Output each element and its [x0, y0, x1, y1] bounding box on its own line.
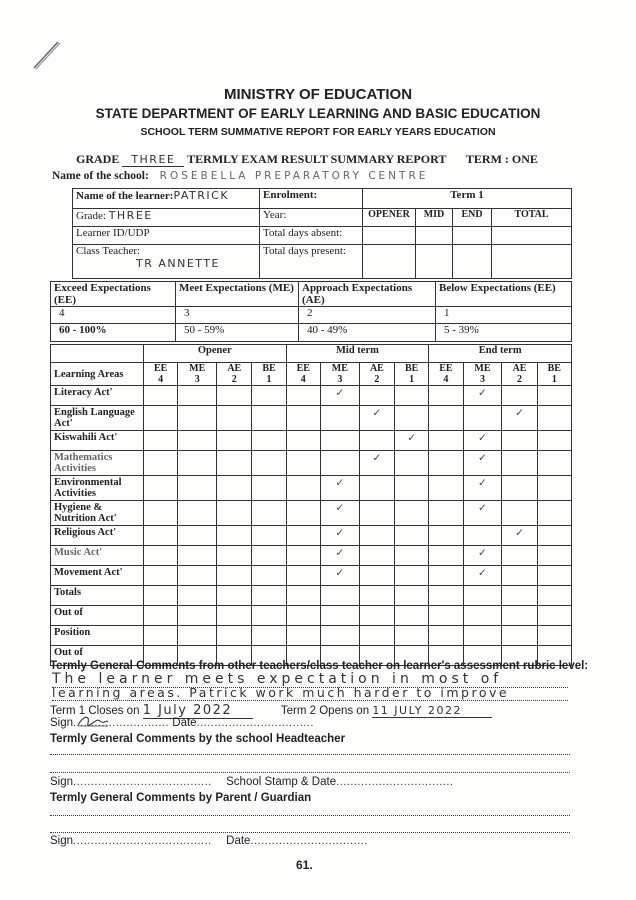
present-end: [453, 245, 492, 279]
mid-ee-cell: [286, 451, 320, 476]
end-ae-cell: [502, 586, 537, 606]
mid-ae-cell: [359, 626, 394, 646]
teacher-comment-line-1: The learner meets expectation in most of: [52, 671, 568, 688]
level-header: [252, 363, 286, 386]
term-header: Term 1: [363, 189, 572, 209]
opener-me-cell: [178, 406, 217, 431]
end-ae-cell: [502, 546, 537, 566]
opener-me-cell: [178, 626, 217, 646]
parent-comments-label: Termly General Comments by Parent / Guardian: [50, 792, 312, 804]
period-header: Mid term: [286, 345, 429, 363]
mid-me-cell: ✓: [320, 566, 359, 586]
mid-be-cell: [395, 546, 429, 566]
period-header: Opener: [144, 345, 287, 363]
end-me-cell: ✓: [463, 386, 502, 406]
legend-table: [50, 281, 572, 342]
end-be-cell: [537, 406, 571, 431]
end-me-cell: [463, 406, 502, 431]
mid-me-cell: ✓: [320, 476, 359, 501]
end-be-cell: [537, 526, 571, 546]
level-header: [537, 363, 571, 386]
level-point: 2: [374, 374, 380, 385]
end-be-cell: [537, 586, 571, 606]
level-point: 4: [300, 374, 306, 385]
mid-be-cell: [395, 626, 429, 646]
teacher-comment-line-2: learning areas. Patrick work much harder to improve: [52, 685, 568, 701]
opener-ae-cell: [217, 526, 252, 546]
legend-header-ae: Approach Expectations (AE): [299, 282, 436, 307]
level-header: [463, 363, 502, 386]
year-label: Year:: [260, 209, 363, 227]
end-ee-cell: [429, 526, 463, 546]
level-point: 2: [517, 374, 523, 385]
learning-area-row: [51, 626, 572, 646]
learning-area-name: English Language Act': [51, 406, 144, 431]
learning-area-name: Movement Act': [51, 566, 144, 586]
class-teacher-value: TR ANNETTE: [136, 257, 220, 270]
end-ee-cell: [429, 431, 463, 451]
end-me-cell: ✓: [463, 476, 502, 501]
end-ae-cell: [502, 626, 537, 646]
mid-ee-cell: [286, 386, 320, 406]
total-header: TOTAL: [492, 209, 572, 227]
level-point: 1: [551, 374, 557, 385]
opener-be-cell: [252, 566, 286, 586]
level-point: 3: [479, 374, 485, 385]
end-header: END: [453, 209, 492, 227]
mid-be-cell: [395, 386, 429, 406]
mid-be-cell: [395, 606, 429, 626]
teacher-comments-label: Termly General Comments from other teachers/class teacher on learner's assessment rubric level:: [50, 660, 589, 672]
end-me-cell: ✓: [463, 431, 502, 451]
present-opener: [363, 245, 416, 279]
legend-range-ee: 60 - 100%: [51, 324, 176, 342]
school-line: [52, 170, 428, 182]
opener-me-cell: [178, 546, 217, 566]
opener-be-cell: [252, 626, 286, 646]
header-blank: [51, 345, 144, 363]
legend-point-ae: 2: [299, 307, 436, 324]
end-ae-cell: [502, 476, 537, 501]
end-be-cell: [537, 626, 571, 646]
opener-be-cell: [252, 586, 286, 606]
mid-ae-cell: [359, 606, 394, 626]
level-code: EE: [153, 363, 168, 374]
legend-range-ae: 40 - 49%: [299, 324, 436, 342]
opener-be-cell: [252, 501, 286, 526]
level-code: ME: [189, 363, 206, 374]
enrolment-label: Enrolment:: [260, 189, 363, 209]
level-code: AE: [369, 363, 384, 374]
mid-me-cell: [320, 586, 359, 606]
end-ae-cell: [502, 451, 537, 476]
teacher-signature: [76, 713, 110, 729]
end-be-cell: [537, 451, 571, 476]
pencil-mark-icon: [30, 38, 64, 72]
opener-ee-cell: [144, 451, 178, 476]
opener-ee-cell: [144, 586, 178, 606]
end-me-cell: ✓: [463, 451, 502, 476]
parent-sign-line: Sign....................................... Date.................................: [50, 835, 368, 847]
end-me-cell: ✓: [463, 566, 502, 586]
opener-ee-cell: [144, 406, 178, 431]
end-ee-cell: [429, 501, 463, 526]
opener-ee-cell: [144, 546, 178, 566]
mid-ae-cell: [359, 566, 394, 586]
mid-ae-cell: [359, 586, 394, 606]
mid-me-cell: ✓: [320, 526, 359, 546]
term1-closes-value: 1 July 2022: [143, 703, 253, 719]
absent-opener: [363, 227, 416, 245]
learning-areas-table: [50, 344, 572, 666]
mid-be-cell: ✓: [395, 431, 429, 451]
opener-be-cell: [252, 386, 286, 406]
level-header: [286, 363, 320, 386]
end-ae-cell: ✓: [502, 526, 537, 546]
level-code: AE: [227, 363, 242, 374]
opener-be-cell: [252, 546, 286, 566]
opener-me-cell: [178, 606, 217, 626]
mid-ee-cell: [286, 546, 320, 566]
opener-ae-cell: [217, 431, 252, 451]
mid-ae-cell: [359, 476, 394, 501]
mid-me-cell: [320, 406, 359, 431]
level-code: BE: [404, 363, 419, 374]
level-point: 4: [443, 374, 449, 385]
learning-area-name: Environmental Activities: [51, 476, 144, 501]
learning-area-row: [51, 386, 572, 406]
mid-ae-cell: [359, 546, 394, 566]
opener-ee-cell: [144, 386, 178, 406]
period-header: End term: [429, 345, 572, 363]
class-teacher-cell: [73, 245, 260, 279]
learning-area-row: [51, 526, 572, 546]
level-point: 2: [231, 374, 237, 385]
term-label: TERM : ONE: [465, 152, 538, 166]
level-code: BE: [262, 363, 276, 374]
end-me-cell: ✓: [463, 546, 502, 566]
mid-me-cell: [320, 606, 359, 626]
learning-area-name: Mathematics Activities: [51, 451, 144, 476]
end-me-cell: [463, 626, 502, 646]
opener-me-cell: [178, 526, 217, 546]
mid-me-cell: ✓: [320, 386, 359, 406]
present-total: [492, 245, 572, 279]
opener-be-cell: [252, 406, 286, 431]
level-point: 3: [337, 374, 343, 385]
end-ee-cell: [429, 406, 463, 431]
learning-area-name: Out of: [51, 646, 144, 666]
level-point: 4: [158, 374, 164, 385]
learning-area-name: Position: [51, 626, 144, 646]
opener-ae-cell: [217, 546, 252, 566]
stamp-label: School Stamp & Date: [226, 776, 337, 788]
legend-header-ee: Exceed Expectations (EE): [51, 282, 176, 307]
periods-header-row: [51, 345, 572, 363]
headteacher-sign-label: Sign: [50, 776, 74, 788]
opener-me-cell: [178, 566, 217, 586]
end-ee-cell: [429, 586, 463, 606]
end-ee-cell: [429, 546, 463, 566]
opener-me-cell: [178, 451, 217, 476]
opener-be-cell: [252, 431, 286, 451]
term2-opens-label: Term 2 Opens on: [280, 705, 370, 717]
levels-header-row: [51, 363, 572, 386]
department-title: STATE DEPARTMENT OF EARLY LEARNING AND BASIC EDUCATION: [95, 106, 541, 121]
level-header: [359, 363, 394, 386]
mid-me-cell: ✓: [320, 546, 359, 566]
mid-ee-cell: [286, 526, 320, 546]
end-ee-cell: [429, 626, 463, 646]
learning-area-row: [51, 406, 572, 431]
level-point: 1: [266, 374, 272, 385]
legend-point-be: 1: [436, 307, 572, 324]
end-ee-cell: [429, 606, 463, 626]
parent-sign-label: Sign: [50, 835, 74, 847]
mid-be-cell: [395, 526, 429, 546]
learning-area-name: Religious Act': [51, 526, 144, 546]
teacher-sign-line: Sign........................... Date.................................: [50, 717, 314, 729]
mid-me-cell: [320, 431, 359, 451]
mid-ee-cell: [286, 566, 320, 586]
opener-header: OPENER: [363, 209, 416, 227]
end-be-cell: [537, 386, 571, 406]
opener-ee-cell: [144, 606, 178, 626]
legend-range-be: 5 - 39%: [436, 324, 572, 342]
learning-area-row: [51, 586, 572, 606]
ministry-title: MINISTRY OF EDUCATION: [223, 86, 413, 103]
legend-point-ee: 4: [51, 307, 176, 324]
learning-area-name: Music Act': [51, 546, 144, 566]
grade-value-2: THREE: [108, 209, 153, 222]
end-ae-cell: ✓: [502, 406, 537, 431]
opener-ae-cell: [217, 451, 252, 476]
class-teacher-label: Class Teacher:: [76, 245, 141, 257]
headteacher-comments-label: Termly General Comments by the school Headteacher: [50, 733, 346, 745]
level-header: [320, 363, 359, 386]
term2-opens-value: 11 JULY 2022: [372, 704, 492, 718]
opener-me-cell: [178, 431, 217, 451]
mid-ee-cell: [286, 626, 320, 646]
report-type: TERMLY EXAM RESULT SUMMARY REPORT: [187, 152, 447, 166]
legend-range-me: 50 - 59%: [176, 324, 299, 342]
mid-ae-cell: [359, 526, 394, 546]
headteacher-line-1: [50, 750, 570, 755]
grade-value: THREE: [122, 153, 184, 167]
opener-me-cell: [178, 586, 217, 606]
mid-ae-cell: [359, 386, 394, 406]
mid-ae-cell: ✓: [359, 406, 394, 431]
opener-ee-cell: [144, 526, 178, 546]
mid-ee-cell: [286, 501, 320, 526]
mid-ae-cell: [359, 431, 394, 451]
mid-ee-cell: [286, 606, 320, 626]
parent-line-1: [50, 811, 570, 816]
end-me-cell: [463, 526, 502, 546]
mid-ee-cell: [286, 406, 320, 431]
legend-header-me: Meet Expectations (ME): [176, 282, 299, 307]
absent-total: [492, 227, 572, 245]
mid-be-cell: [395, 586, 429, 606]
level-point: 3: [194, 374, 200, 385]
opener-be-cell: [252, 526, 286, 546]
learning-area-row: [51, 566, 572, 586]
mid-ae-cell: ✓: [359, 451, 394, 476]
grade-label: GRADE: [76, 152, 120, 166]
mid-ee-cell: [286, 586, 320, 606]
end-ae-cell: [502, 606, 537, 626]
learning-area-name: Hygiene & Nutrition Act': [51, 501, 144, 526]
headteacher-line-2: [50, 768, 570, 773]
end-ee-cell: [429, 566, 463, 586]
opener-ae-cell: [217, 476, 252, 501]
legend-header-be: Below Expectations (EE): [436, 282, 572, 307]
grade-line: [76, 152, 538, 167]
end-ae-cell: [502, 566, 537, 586]
learning-area-name: Kiswahili Act': [51, 431, 144, 451]
end-me-cell: [463, 586, 502, 606]
learning-area-row: [51, 476, 572, 501]
learning-area-row: [51, 451, 572, 476]
opener-ae-cell: [217, 406, 252, 431]
grade-cell: [73, 209, 260, 227]
level-code: ME: [474, 363, 491, 374]
opener-ee-cell: [144, 566, 178, 586]
teacher-date-label: Date: [172, 717, 197, 729]
opener-me-cell: [178, 501, 217, 526]
mid-be-cell: [395, 406, 429, 431]
learner-label: Name of the learner:: [76, 190, 174, 202]
report-title: SCHOOL TERM SUMMATIVE REPORT FOR EARLY YEARS EDUCATION: [140, 126, 496, 138]
mid-be-cell: [395, 451, 429, 476]
opener-ae-cell: [217, 606, 252, 626]
level-header: [144, 363, 178, 386]
mid-header: MID: [416, 209, 453, 227]
level-header: [217, 363, 252, 386]
learning-areas-label: Learning Areas: [51, 363, 144, 386]
learning-area-name: Totals: [51, 586, 144, 606]
opener-ae-cell: [217, 386, 252, 406]
opener-ee-cell: [144, 431, 178, 451]
legend-point-me: 3: [176, 307, 299, 324]
level-header: [178, 363, 217, 386]
mid-me-cell: [320, 626, 359, 646]
learning-area-row: [51, 606, 572, 626]
end-me-cell: [463, 606, 502, 626]
mid-me-cell: [320, 451, 359, 476]
mid-ee-cell: [286, 431, 320, 451]
level-code: ME: [331, 363, 348, 374]
school-label: Name of the school:: [52, 170, 149, 182]
end-be-cell: [537, 476, 571, 501]
mid-be-cell: [395, 501, 429, 526]
learning-area-row: [51, 501, 572, 526]
level-header: [429, 363, 463, 386]
opener-ae-cell: [217, 626, 252, 646]
days-absent-label: Total days absent:: [260, 227, 363, 245]
mid-be-cell: [395, 476, 429, 501]
learner-info-table: [72, 188, 572, 279]
opener-be-cell: [252, 451, 286, 476]
absent-end: [453, 227, 492, 245]
opener-ae-cell: [217, 501, 252, 526]
end-ee-cell: [429, 451, 463, 476]
term1-closes-label: Term 1 Closes on: [50, 705, 140, 717]
learning-area-name: Out of: [51, 606, 144, 626]
end-be-cell: [537, 566, 571, 586]
teacher-sign-label: Sign: [50, 717, 74, 729]
parent-line-2: [50, 828, 570, 833]
opener-me-cell: [178, 386, 217, 406]
opener-ee-cell: [144, 501, 178, 526]
level-code: EE: [296, 363, 310, 374]
days-present-label: Total days present:: [260, 245, 363, 279]
end-be-cell: [537, 501, 571, 526]
end-ee-cell: [429, 386, 463, 406]
end-ae-cell: [502, 431, 537, 451]
learning-area-row: [51, 431, 572, 451]
absent-mid: [416, 227, 453, 245]
opener-ae-cell: [217, 586, 252, 606]
level-code: BE: [547, 363, 561, 374]
opener-be-cell: [252, 606, 286, 626]
headteacher-sign-line: Sign....................................... School Stamp & Date.................................: [50, 776, 454, 788]
opener-be-cell: [252, 476, 286, 501]
mid-be-cell: [395, 566, 429, 586]
level-point: 1: [409, 374, 415, 385]
end-be-cell: [537, 431, 571, 451]
grade-label-2: Grade:: [76, 210, 106, 222]
end-ee-cell: [429, 476, 463, 501]
page-number: 61.: [296, 858, 313, 872]
mid-ae-cell: [359, 501, 394, 526]
learner-id-label: Learner ID/UDP: [73, 227, 260, 245]
learning-area-name: Literacy Act': [51, 386, 144, 406]
end-be-cell: [537, 606, 571, 626]
end-me-cell: ✓: [463, 501, 502, 526]
level-header: [395, 363, 429, 386]
level-header: [502, 363, 537, 386]
end-ae-cell: [502, 386, 537, 406]
learner-cell: [73, 189, 260, 209]
mid-ee-cell: [286, 476, 320, 501]
mid-me-cell: ✓: [320, 501, 359, 526]
present-mid: [416, 245, 453, 279]
end-ae-cell: [502, 501, 537, 526]
opener-ee-cell: [144, 476, 178, 501]
parent-date-label: Date: [226, 835, 251, 847]
learner-value: PATRICK: [173, 189, 230, 202]
level-code: EE: [439, 363, 453, 374]
end-be-cell: [537, 546, 571, 566]
opener-me-cell: [178, 476, 217, 501]
learning-area-row: [51, 546, 572, 566]
opener-ee-cell: [144, 626, 178, 646]
school-value: ROSEBELLA PREPARATORY CENTRE: [159, 170, 429, 182]
opener-ae-cell: [217, 566, 252, 586]
level-code: AE: [512, 363, 527, 374]
